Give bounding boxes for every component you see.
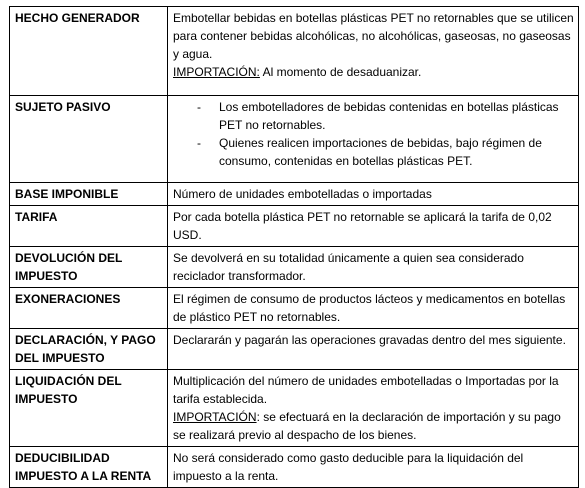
table-row xyxy=(10,96,579,183)
table-row xyxy=(10,183,579,206)
table-row xyxy=(10,247,579,288)
table-row xyxy=(10,7,579,96)
liquidacion-import-label: IMPORTACIÓN xyxy=(173,410,257,424)
hecho-generador-text: Embotellar bebidas en botellas plásticas PET no retornables que se utilicen para contener bebidas alcohólicas, no alcohólicas, gaseosas, no gaseosas y agua. xyxy=(173,11,574,61)
bullet-dash: - xyxy=(197,100,201,114)
table-row xyxy=(10,447,579,488)
bullet-dash: - xyxy=(197,136,201,150)
table-row xyxy=(10,288,579,329)
table-row xyxy=(10,370,579,447)
row-value-exoneraciones: El régimen de consumo de productos lácteos y medicamentos en botellas de plástico PET no retornables. xyxy=(168,288,579,329)
row-label-declaracion: DECLARACIÓN, Y PAGO DEL IMPUESTO xyxy=(10,329,168,370)
sujeto-pasivo-list xyxy=(173,98,574,170)
tax-table xyxy=(9,6,579,488)
row-label-exoneraciones: EXONERACIONES xyxy=(10,288,168,329)
list-item xyxy=(173,134,574,170)
row-label-liquidacion: LIQUIDACIÓN DEL IMPUESTO xyxy=(10,370,168,447)
row-value-hecho-generador xyxy=(168,7,579,96)
row-value-base-imponible: Número de unidades embotelladas o importadas xyxy=(168,183,579,206)
row-value-tarifa: Por cada botella plástica PET no retornable se aplicará la tarifa de 0,02 USD. xyxy=(168,206,579,247)
list-item xyxy=(173,98,574,134)
table-row xyxy=(10,206,579,247)
row-value-sujeto-pasivo xyxy=(168,96,579,183)
row-label-hecho-generador: HECHO GENERADOR xyxy=(10,7,168,96)
liquidacion-text: Multiplicación del número de unidades embotelladas o Importadas por la tarifa establecida. xyxy=(173,374,559,406)
row-label-sujeto-pasivo: SUJETO PASIVO xyxy=(10,96,168,183)
hecho-import-text: Al momento de desaduanizar. xyxy=(259,65,422,79)
row-value-deducibilidad: No será considerado como gasto deducible para la liquidación del impuesto a la renta. xyxy=(168,447,579,488)
row-value-liquidacion xyxy=(168,370,579,447)
row-label-base-imponible: BASE IMPONIBLE xyxy=(10,183,168,206)
row-value-devolucion: Se devolverá en su totalidad únicamente a quien sea considerado reciclador transformador. xyxy=(168,247,579,288)
row-label-tarifa: TARIFA xyxy=(10,206,168,247)
row-value-declaracion: Declararán y pagarán las operaciones gravadas dentro del mes siguiente. xyxy=(168,329,579,370)
liquidacion-import-text: : se efectuará en la declaración de importación y su pago se realizará previo al despacho de los bienes. xyxy=(173,410,561,442)
row-label-devolucion: DEVOLUCIÓN DEL IMPUESTO xyxy=(10,247,168,288)
list-item-text: Los embotelladores de bebidas contenidas en botellas plásticas PET no retornables. xyxy=(219,100,559,132)
list-item-text: Quienes realicen importaciones de bebidas, bajo régimen de consumo, contenidas en botellas plásticas PET. xyxy=(219,136,542,168)
hecho-import-label: IMPORTACIÓN: xyxy=(173,65,260,79)
table-row xyxy=(10,329,579,370)
row-label-deducibilidad: DEDUCIBILIDAD IMPUESTO A LA RENTA xyxy=(10,447,168,488)
